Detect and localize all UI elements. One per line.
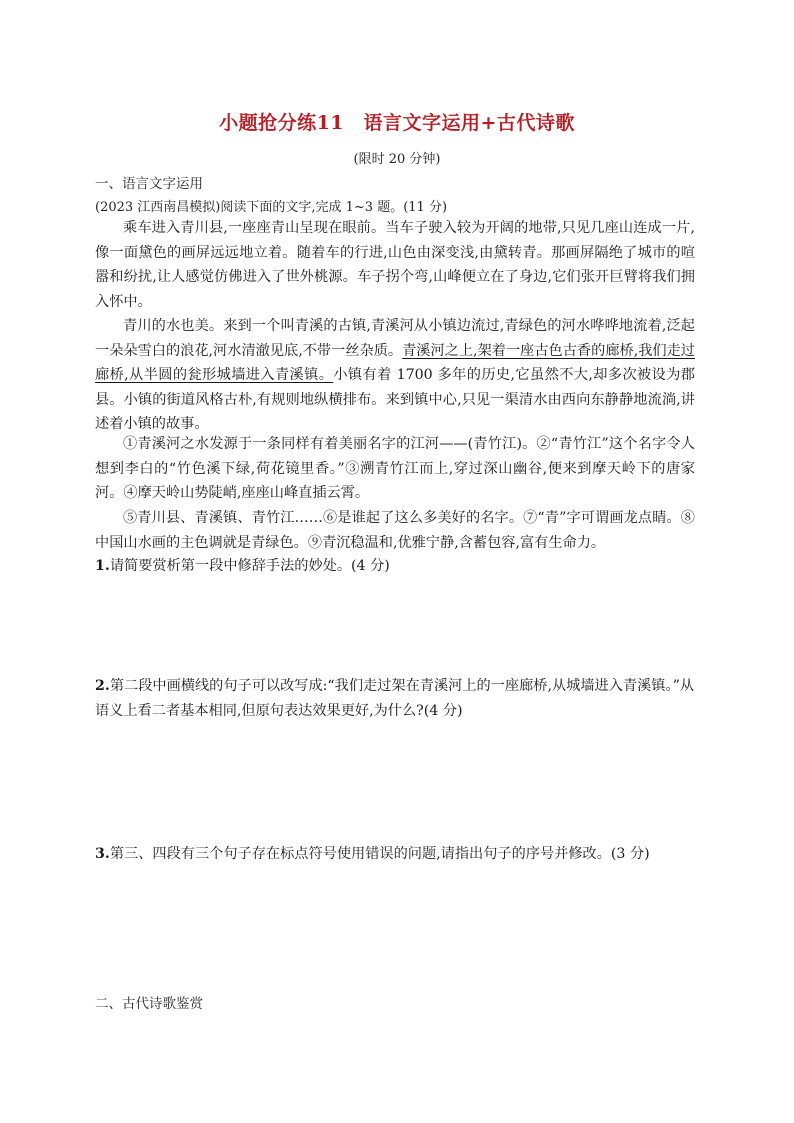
paragraph-2-text-after: 小镇有着 1700 多年的历史,它虽然不大,却多次被设为郡县。小镇的街道风格古朴,有规则地纵横排布。来到镇中心,只见一渠清水由西向东静静地流淌,讲述着小镇的故事。 bbox=[95, 367, 695, 432]
passage-paragraph-4: ⑤青川县、青溪镇、青竹江……⑥是谁起了这么多美好的名字。⑦“青”字可谓画龙点睛。⑧中国山水画的主色调就是青绿色。⑨青沉稳温和,优雅宁静,含蓄包容,富有生命力。 bbox=[95, 510, 695, 551]
underlined-sentence: 青溪河之上,架着一座古色古香的廊桥,我们走过廊桥,从半圆的瓮形城墙进入青溪镇。 bbox=[95, 342, 695, 383]
page-title: 小题抢分练11 语言文字运用+古代诗歌 bbox=[219, 112, 575, 134]
section-heading-language: 一、语言文字运用 bbox=[95, 176, 203, 192]
question-text: 请简要赏析第一段中修辞手法的妙处。(4 分) bbox=[109, 558, 390, 574]
section-heading-poetry: 二、古代诗歌鉴赏 bbox=[95, 996, 203, 1012]
question-2 bbox=[95, 674, 705, 723]
paragraph-2-text-before: 青川的水也美。来到一个叫青溪的古镇,青溪河从小镇边流过,青绿色的河水哗哗地流着,泛起一朵朵雪白的浪花,河水清澈见底,不带一丝杂质。 bbox=[95, 318, 695, 359]
question-number: 3. bbox=[95, 846, 110, 862]
passage-source: (2023 江西南昌模拟)阅读下面的文字,完成 1~3 题。(11 分) bbox=[95, 200, 448, 215]
question-number: 2. bbox=[95, 678, 110, 694]
question-number: 1. bbox=[95, 558, 110, 574]
question-text: 第二段中画横线的句子可以改写成:“我们走过架在青溪河上的一座廊桥,从城墙进入青溪镇。”从语义上看二者基本相同,但原句表达效果更好,为什么?(4 分) bbox=[95, 678, 695, 719]
passage-paragraph-3: ①青溪河之水发源于一条同样有着美丽名字的江河——(青竹江)。②“青竹江”这个名字令人想到李白的“竹色溪下绿,荷花镜里香。”③溯青竹江而上,穿过深山幽谷,便来到摩天岭下的唐家河。④摩天岭山势陡峭,座座山峰直插云霄。 bbox=[95, 436, 695, 501]
question-3 bbox=[95, 842, 705, 867]
passage-paragraph-2 bbox=[95, 314, 695, 437]
time-limit: (限时 20 分钟) bbox=[353, 152, 441, 167]
passage-paragraph-1: 乘车进入青川县,一座座青山呈现在眼前。当车子驶入较为开阔的地带,只见几座山连成一片,像一面黛色的画屏远远地立着。随着车的行进,山色由深变浅,由黛转青。那画屏隔绝了城市的喧嚣和纷扰,让人感觉仿佛进入了世外桃源。车子拐个弯,山峰便立在了身边,它们张开巨臂将我们拥入怀中。 bbox=[95, 220, 695, 310]
question-text: 第三、四段有三个句子存在标点符号使用错误的问题,请指出句子的序号并修改。(3 分) bbox=[109, 846, 650, 862]
question-1 bbox=[95, 554, 705, 579]
